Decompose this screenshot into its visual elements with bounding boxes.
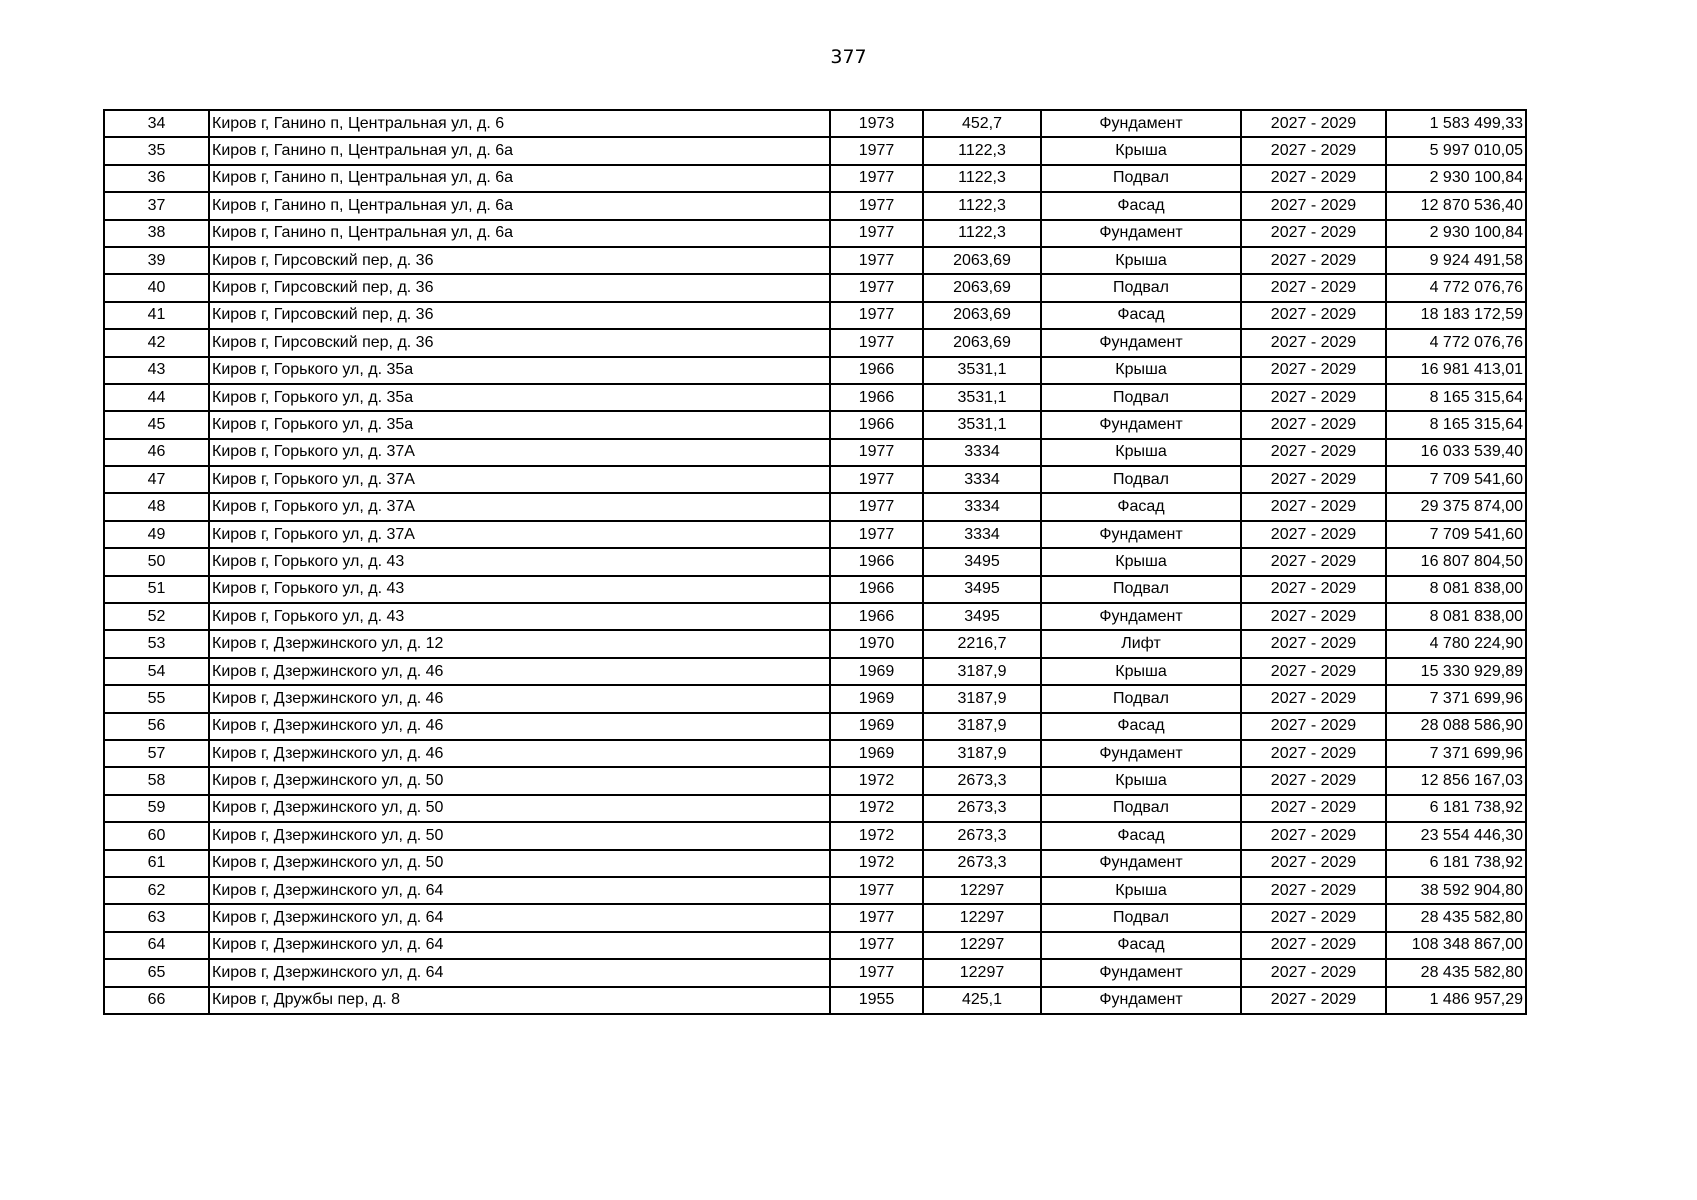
cost-cell: 38 592 904,80 xyxy=(1386,877,1526,904)
work-type-cell: Крыша xyxy=(1041,439,1241,466)
cost-cell: 15 330 929,89 xyxy=(1386,658,1526,685)
address-cell: Киров г, Дзержинского ул, д. 50 xyxy=(209,822,830,849)
period-cell: 2027 - 2029 xyxy=(1241,959,1386,986)
work-type-cell: Фундамент xyxy=(1041,987,1241,1014)
area-cell: 3187,9 xyxy=(923,740,1041,767)
area-cell: 12297 xyxy=(923,904,1041,931)
period-cell: 2027 - 2029 xyxy=(1241,658,1386,685)
area-cell: 3531,1 xyxy=(923,384,1041,411)
period-cell: 2027 - 2029 xyxy=(1241,822,1386,849)
work-type-cell: Крыша xyxy=(1041,548,1241,575)
year-built-cell: 1977 xyxy=(830,932,923,959)
work-type-cell: Подвал xyxy=(1041,384,1241,411)
table-row xyxy=(104,384,1526,411)
table-row xyxy=(104,466,1526,493)
year-built-cell: 1969 xyxy=(830,685,923,712)
work-type-cell: Фасад xyxy=(1041,302,1241,329)
area-cell: 12297 xyxy=(923,932,1041,959)
period-cell: 2027 - 2029 xyxy=(1241,110,1386,137)
area-cell: 2063,69 xyxy=(923,329,1041,356)
row-number-cell: 63 xyxy=(104,904,209,931)
page-number: 377 xyxy=(830,46,867,68)
cost-cell: 28 435 582,80 xyxy=(1386,904,1526,931)
table-row xyxy=(104,247,1526,274)
period-cell: 2027 - 2029 xyxy=(1241,192,1386,219)
work-type-cell: Фасад xyxy=(1041,713,1241,740)
area-cell: 2063,69 xyxy=(923,274,1041,301)
work-type-cell: Подвал xyxy=(1041,274,1241,301)
area-cell: 2673,3 xyxy=(923,850,1041,877)
area-cell: 1122,3 xyxy=(923,220,1041,247)
cost-cell: 7 371 699,96 xyxy=(1386,685,1526,712)
work-type-cell: Подвал xyxy=(1041,466,1241,493)
area-cell: 452,7 xyxy=(923,110,1041,137)
row-number-cell: 59 xyxy=(104,795,209,822)
address-cell: Киров г, Дзержинского ул, д. 50 xyxy=(209,795,830,822)
row-number-cell: 51 xyxy=(104,576,209,603)
period-cell: 2027 - 2029 xyxy=(1241,740,1386,767)
address-cell: Киров г, Дзержинского ул, д. 12 xyxy=(209,630,830,657)
year-built-cell: 1966 xyxy=(830,384,923,411)
address-cell: Киров г, Гирсовский пер, д. 36 xyxy=(209,329,830,356)
cost-cell: 6 181 738,92 xyxy=(1386,795,1526,822)
table-row xyxy=(104,411,1526,438)
row-number-cell: 50 xyxy=(104,548,209,575)
table-row xyxy=(104,274,1526,301)
year-built-cell: 1955 xyxy=(830,987,923,1014)
row-number-cell: 38 xyxy=(104,220,209,247)
row-number-cell: 66 xyxy=(104,987,209,1014)
table-row xyxy=(104,850,1526,877)
table-row xyxy=(104,685,1526,712)
row-number-cell: 39 xyxy=(104,247,209,274)
cost-cell: 28 088 586,90 xyxy=(1386,713,1526,740)
row-number-cell: 54 xyxy=(104,658,209,685)
table-row xyxy=(104,329,1526,356)
address-cell: Киров г, Дзержинского ул, д. 46 xyxy=(209,713,830,740)
year-built-cell: 1966 xyxy=(830,548,923,575)
year-built-cell: 1966 xyxy=(830,603,923,630)
address-cell: Киров г, Горького ул, д. 35а xyxy=(209,411,830,438)
row-number-cell: 49 xyxy=(104,521,209,548)
address-cell: Киров г, Дзержинского ул, д. 64 xyxy=(209,959,830,986)
address-cell: Киров г, Горького ул, д. 43 xyxy=(209,603,830,630)
table-row xyxy=(104,110,1526,137)
year-built-cell: 1970 xyxy=(830,630,923,657)
period-cell: 2027 - 2029 xyxy=(1241,357,1386,384)
table-row xyxy=(104,493,1526,520)
cost-cell: 16 981 413,01 xyxy=(1386,357,1526,384)
table-row xyxy=(104,137,1526,164)
work-type-cell: Фундамент xyxy=(1041,959,1241,986)
area-cell: 1122,3 xyxy=(923,165,1041,192)
cost-cell: 16 033 539,40 xyxy=(1386,439,1526,466)
table-row xyxy=(104,302,1526,329)
work-type-cell: Подвал xyxy=(1041,165,1241,192)
cost-cell: 6 181 738,92 xyxy=(1386,850,1526,877)
address-cell: Киров г, Дзержинского ул, д. 46 xyxy=(209,658,830,685)
address-cell: Киров г, Дзержинского ул, д. 46 xyxy=(209,740,830,767)
cost-cell: 8 081 838,00 xyxy=(1386,576,1526,603)
table-row xyxy=(104,603,1526,630)
period-cell: 2027 - 2029 xyxy=(1241,165,1386,192)
repair-schedule-table xyxy=(103,109,1527,1015)
row-number-cell: 45 xyxy=(104,411,209,438)
row-number-cell: 52 xyxy=(104,603,209,630)
work-type-cell: Фундамент xyxy=(1041,220,1241,247)
address-cell: Киров г, Горького ул, д. 43 xyxy=(209,576,830,603)
year-built-cell: 1966 xyxy=(830,576,923,603)
year-built-cell: 1977 xyxy=(830,439,923,466)
year-built-cell: 1972 xyxy=(830,822,923,849)
period-cell: 2027 - 2029 xyxy=(1241,576,1386,603)
year-built-cell: 1977 xyxy=(830,192,923,219)
row-number-cell: 47 xyxy=(104,466,209,493)
work-type-cell: Фасад xyxy=(1041,822,1241,849)
period-cell: 2027 - 2029 xyxy=(1241,274,1386,301)
year-built-cell: 1969 xyxy=(830,713,923,740)
period-cell: 2027 - 2029 xyxy=(1241,987,1386,1014)
address-cell: Киров г, Горького ул, д. 37А xyxy=(209,493,830,520)
period-cell: 2027 - 2029 xyxy=(1241,877,1386,904)
work-type-cell: Фундамент xyxy=(1041,850,1241,877)
work-type-cell: Крыша xyxy=(1041,247,1241,274)
period-cell: 2027 - 2029 xyxy=(1241,220,1386,247)
year-built-cell: 1977 xyxy=(830,521,923,548)
row-number-cell: 53 xyxy=(104,630,209,657)
period-cell: 2027 - 2029 xyxy=(1241,685,1386,712)
year-built-cell: 1973 xyxy=(830,110,923,137)
work-type-cell: Фасад xyxy=(1041,192,1241,219)
year-built-cell: 1977 xyxy=(830,959,923,986)
work-type-cell: Фундамент xyxy=(1041,521,1241,548)
row-number-cell: 36 xyxy=(104,165,209,192)
year-built-cell: 1977 xyxy=(830,302,923,329)
table-row xyxy=(104,713,1526,740)
area-cell: 425,1 xyxy=(923,987,1041,1014)
row-number-cell: 35 xyxy=(104,137,209,164)
address-cell: Киров г, Ганино п, Центральная ул, д. 6 xyxy=(209,110,830,137)
work-type-cell: Крыша xyxy=(1041,137,1241,164)
area-cell: 2063,69 xyxy=(923,247,1041,274)
address-cell: Киров г, Горького ул, д. 35а xyxy=(209,357,830,384)
table-row xyxy=(104,795,1526,822)
row-number-cell: 40 xyxy=(104,274,209,301)
period-cell: 2027 - 2029 xyxy=(1241,466,1386,493)
row-number-cell: 44 xyxy=(104,384,209,411)
area-cell: 1122,3 xyxy=(923,192,1041,219)
period-cell: 2027 - 2029 xyxy=(1241,384,1386,411)
work-type-cell: Фасад xyxy=(1041,493,1241,520)
address-cell: Киров г, Ганино п, Центральная ул, д. 6а xyxy=(209,220,830,247)
area-cell: 2673,3 xyxy=(923,822,1041,849)
period-cell: 2027 - 2029 xyxy=(1241,411,1386,438)
cost-cell: 4 772 076,76 xyxy=(1386,329,1526,356)
period-cell: 2027 - 2029 xyxy=(1241,932,1386,959)
cost-cell: 4 772 076,76 xyxy=(1386,274,1526,301)
table-row xyxy=(104,959,1526,986)
area-cell: 3334 xyxy=(923,466,1041,493)
cost-cell: 29 375 874,00 xyxy=(1386,493,1526,520)
cost-cell: 8 081 838,00 xyxy=(1386,603,1526,630)
work-type-cell: Подвал xyxy=(1041,795,1241,822)
address-cell: Киров г, Ганино п, Центральная ул, д. 6а xyxy=(209,192,830,219)
area-cell: 2673,3 xyxy=(923,795,1041,822)
address-cell: Киров г, Ганино п, Центральная ул, д. 6а xyxy=(209,137,830,164)
work-type-cell: Лифт xyxy=(1041,630,1241,657)
table-row xyxy=(104,357,1526,384)
address-cell: Киров г, Дзержинского ул, д. 50 xyxy=(209,850,830,877)
work-type-cell: Фундамент xyxy=(1041,411,1241,438)
year-built-cell: 1966 xyxy=(830,411,923,438)
area-cell: 3187,9 xyxy=(923,658,1041,685)
work-type-cell: Крыша xyxy=(1041,877,1241,904)
address-cell: Киров г, Горького ул, д. 35а xyxy=(209,384,830,411)
cost-cell: 2 930 100,84 xyxy=(1386,220,1526,247)
address-cell: Киров г, Дзержинского ул, д. 64 xyxy=(209,932,830,959)
row-number-cell: 56 xyxy=(104,713,209,740)
row-number-cell: 64 xyxy=(104,932,209,959)
area-cell: 3495 xyxy=(923,548,1041,575)
period-cell: 2027 - 2029 xyxy=(1241,439,1386,466)
row-number-cell: 34 xyxy=(104,110,209,137)
year-built-cell: 1977 xyxy=(830,274,923,301)
area-cell: 3495 xyxy=(923,603,1041,630)
address-cell: Киров г, Горького ул, д. 37А xyxy=(209,521,830,548)
address-cell: Киров г, Ганино п, Центральная ул, д. 6а xyxy=(209,165,830,192)
address-cell: Киров г, Горького ул, д. 37А xyxy=(209,466,830,493)
area-cell: 2216,7 xyxy=(923,630,1041,657)
period-cell: 2027 - 2029 xyxy=(1241,767,1386,794)
address-cell: Киров г, Дзержинского ул, д. 50 xyxy=(209,767,830,794)
row-number-cell: 62 xyxy=(104,877,209,904)
area-cell: 3531,1 xyxy=(923,357,1041,384)
area-cell: 1122,3 xyxy=(923,137,1041,164)
work-type-cell: Крыша xyxy=(1041,767,1241,794)
area-cell: 3187,9 xyxy=(923,685,1041,712)
table-row xyxy=(104,192,1526,219)
period-cell: 2027 - 2029 xyxy=(1241,329,1386,356)
row-number-cell: 48 xyxy=(104,493,209,520)
year-built-cell: 1977 xyxy=(830,220,923,247)
year-built-cell: 1977 xyxy=(830,247,923,274)
row-number-cell: 43 xyxy=(104,357,209,384)
period-cell: 2027 - 2029 xyxy=(1241,630,1386,657)
period-cell: 2027 - 2029 xyxy=(1241,548,1386,575)
work-type-cell: Фундамент xyxy=(1041,603,1241,630)
work-type-cell: Крыша xyxy=(1041,658,1241,685)
area-cell: 2063,69 xyxy=(923,302,1041,329)
year-built-cell: 1972 xyxy=(830,767,923,794)
work-type-cell: Подвал xyxy=(1041,576,1241,603)
period-cell: 2027 - 2029 xyxy=(1241,713,1386,740)
area-cell: 3334 xyxy=(923,521,1041,548)
address-cell: Киров г, Дзержинского ул, д. 46 xyxy=(209,685,830,712)
row-number-cell: 55 xyxy=(104,685,209,712)
work-type-cell: Подвал xyxy=(1041,685,1241,712)
table-row xyxy=(104,439,1526,466)
area-cell: 12297 xyxy=(923,959,1041,986)
year-built-cell: 1969 xyxy=(830,740,923,767)
table-row xyxy=(104,740,1526,767)
area-cell: 3334 xyxy=(923,493,1041,520)
year-built-cell: 1977 xyxy=(830,904,923,931)
cost-cell: 5 997 010,05 xyxy=(1386,137,1526,164)
cost-cell: 2 930 100,84 xyxy=(1386,165,1526,192)
table-body xyxy=(104,110,1526,1014)
cost-cell: 28 435 582,80 xyxy=(1386,959,1526,986)
row-number-cell: 42 xyxy=(104,329,209,356)
period-cell: 2027 - 2029 xyxy=(1241,137,1386,164)
period-cell: 2027 - 2029 xyxy=(1241,493,1386,520)
year-built-cell: 1966 xyxy=(830,357,923,384)
address-cell: Киров г, Горького ул, д. 43 xyxy=(209,548,830,575)
table-row xyxy=(104,548,1526,575)
year-built-cell: 1969 xyxy=(830,658,923,685)
table-row xyxy=(104,904,1526,931)
year-built-cell: 1977 xyxy=(830,137,923,164)
year-built-cell: 1977 xyxy=(830,877,923,904)
area-cell: 12297 xyxy=(923,877,1041,904)
period-cell: 2027 - 2029 xyxy=(1241,850,1386,877)
cost-cell: 7 709 541,60 xyxy=(1386,521,1526,548)
year-built-cell: 1977 xyxy=(830,493,923,520)
table-row xyxy=(104,658,1526,685)
cost-cell: 9 924 491,58 xyxy=(1386,247,1526,274)
year-built-cell: 1977 xyxy=(830,466,923,493)
year-built-cell: 1972 xyxy=(830,850,923,877)
work-type-cell: Подвал xyxy=(1041,904,1241,931)
table-row xyxy=(104,767,1526,794)
row-number-cell: 57 xyxy=(104,740,209,767)
row-number-cell: 61 xyxy=(104,850,209,877)
cost-cell: 12 870 536,40 xyxy=(1386,192,1526,219)
cost-cell: 4 780 224,90 xyxy=(1386,630,1526,657)
row-number-cell: 41 xyxy=(104,302,209,329)
work-type-cell: Фундамент xyxy=(1041,740,1241,767)
work-type-cell: Крыша xyxy=(1041,357,1241,384)
cost-cell: 18 183 172,59 xyxy=(1386,302,1526,329)
cost-cell: 7 371 699,96 xyxy=(1386,740,1526,767)
row-number-cell: 65 xyxy=(104,959,209,986)
period-cell: 2027 - 2029 xyxy=(1241,247,1386,274)
period-cell: 2027 - 2029 xyxy=(1241,302,1386,329)
area-cell: 3334 xyxy=(923,439,1041,466)
row-number-cell: 46 xyxy=(104,439,209,466)
area-cell: 3531,1 xyxy=(923,411,1041,438)
cost-cell: 8 165 315,64 xyxy=(1386,411,1526,438)
address-cell: Киров г, Дзержинского ул, д. 64 xyxy=(209,877,830,904)
period-cell: 2027 - 2029 xyxy=(1241,521,1386,548)
cost-cell: 23 554 446,30 xyxy=(1386,822,1526,849)
cost-cell: 12 856 167,03 xyxy=(1386,767,1526,794)
table-row xyxy=(104,576,1526,603)
table-row xyxy=(104,521,1526,548)
row-number-cell: 58 xyxy=(104,767,209,794)
row-number-cell: 60 xyxy=(104,822,209,849)
period-cell: 2027 - 2029 xyxy=(1241,904,1386,931)
work-type-cell: Фундамент xyxy=(1041,110,1241,137)
address-cell: Киров г, Дзержинского ул, д. 64 xyxy=(209,904,830,931)
table-row xyxy=(104,877,1526,904)
cost-cell: 1 583 499,33 xyxy=(1386,110,1526,137)
work-type-cell: Фасад xyxy=(1041,932,1241,959)
cost-cell: 16 807 804,50 xyxy=(1386,548,1526,575)
year-built-cell: 1977 xyxy=(830,329,923,356)
cost-cell: 8 165 315,64 xyxy=(1386,384,1526,411)
table-row xyxy=(104,165,1526,192)
address-cell: Киров г, Гирсовский пер, д. 36 xyxy=(209,274,830,301)
table-row xyxy=(104,932,1526,959)
cost-cell: 108 348 867,00 xyxy=(1386,932,1526,959)
table-row xyxy=(104,220,1526,247)
cost-cell: 7 709 541,60 xyxy=(1386,466,1526,493)
work-type-cell: Фундамент xyxy=(1041,329,1241,356)
row-number-cell: 37 xyxy=(104,192,209,219)
table-row xyxy=(104,630,1526,657)
table-row xyxy=(104,987,1526,1014)
table-row xyxy=(104,822,1526,849)
year-built-cell: 1977 xyxy=(830,165,923,192)
address-cell: Киров г, Гирсовский пер, д. 36 xyxy=(209,247,830,274)
period-cell: 2027 - 2029 xyxy=(1241,795,1386,822)
area-cell: 2673,3 xyxy=(923,767,1041,794)
year-built-cell: 1972 xyxy=(830,795,923,822)
address-cell: Киров г, Горького ул, д. 37А xyxy=(209,439,830,466)
period-cell: 2027 - 2029 xyxy=(1241,603,1386,630)
cost-cell: 1 486 957,29 xyxy=(1386,987,1526,1014)
area-cell: 3187,9 xyxy=(923,713,1041,740)
area-cell: 3495 xyxy=(923,576,1041,603)
address-cell: Киров г, Дружбы пер, д. 8 xyxy=(209,987,830,1014)
address-cell: Киров г, Гирсовский пер, д. 36 xyxy=(209,302,830,329)
